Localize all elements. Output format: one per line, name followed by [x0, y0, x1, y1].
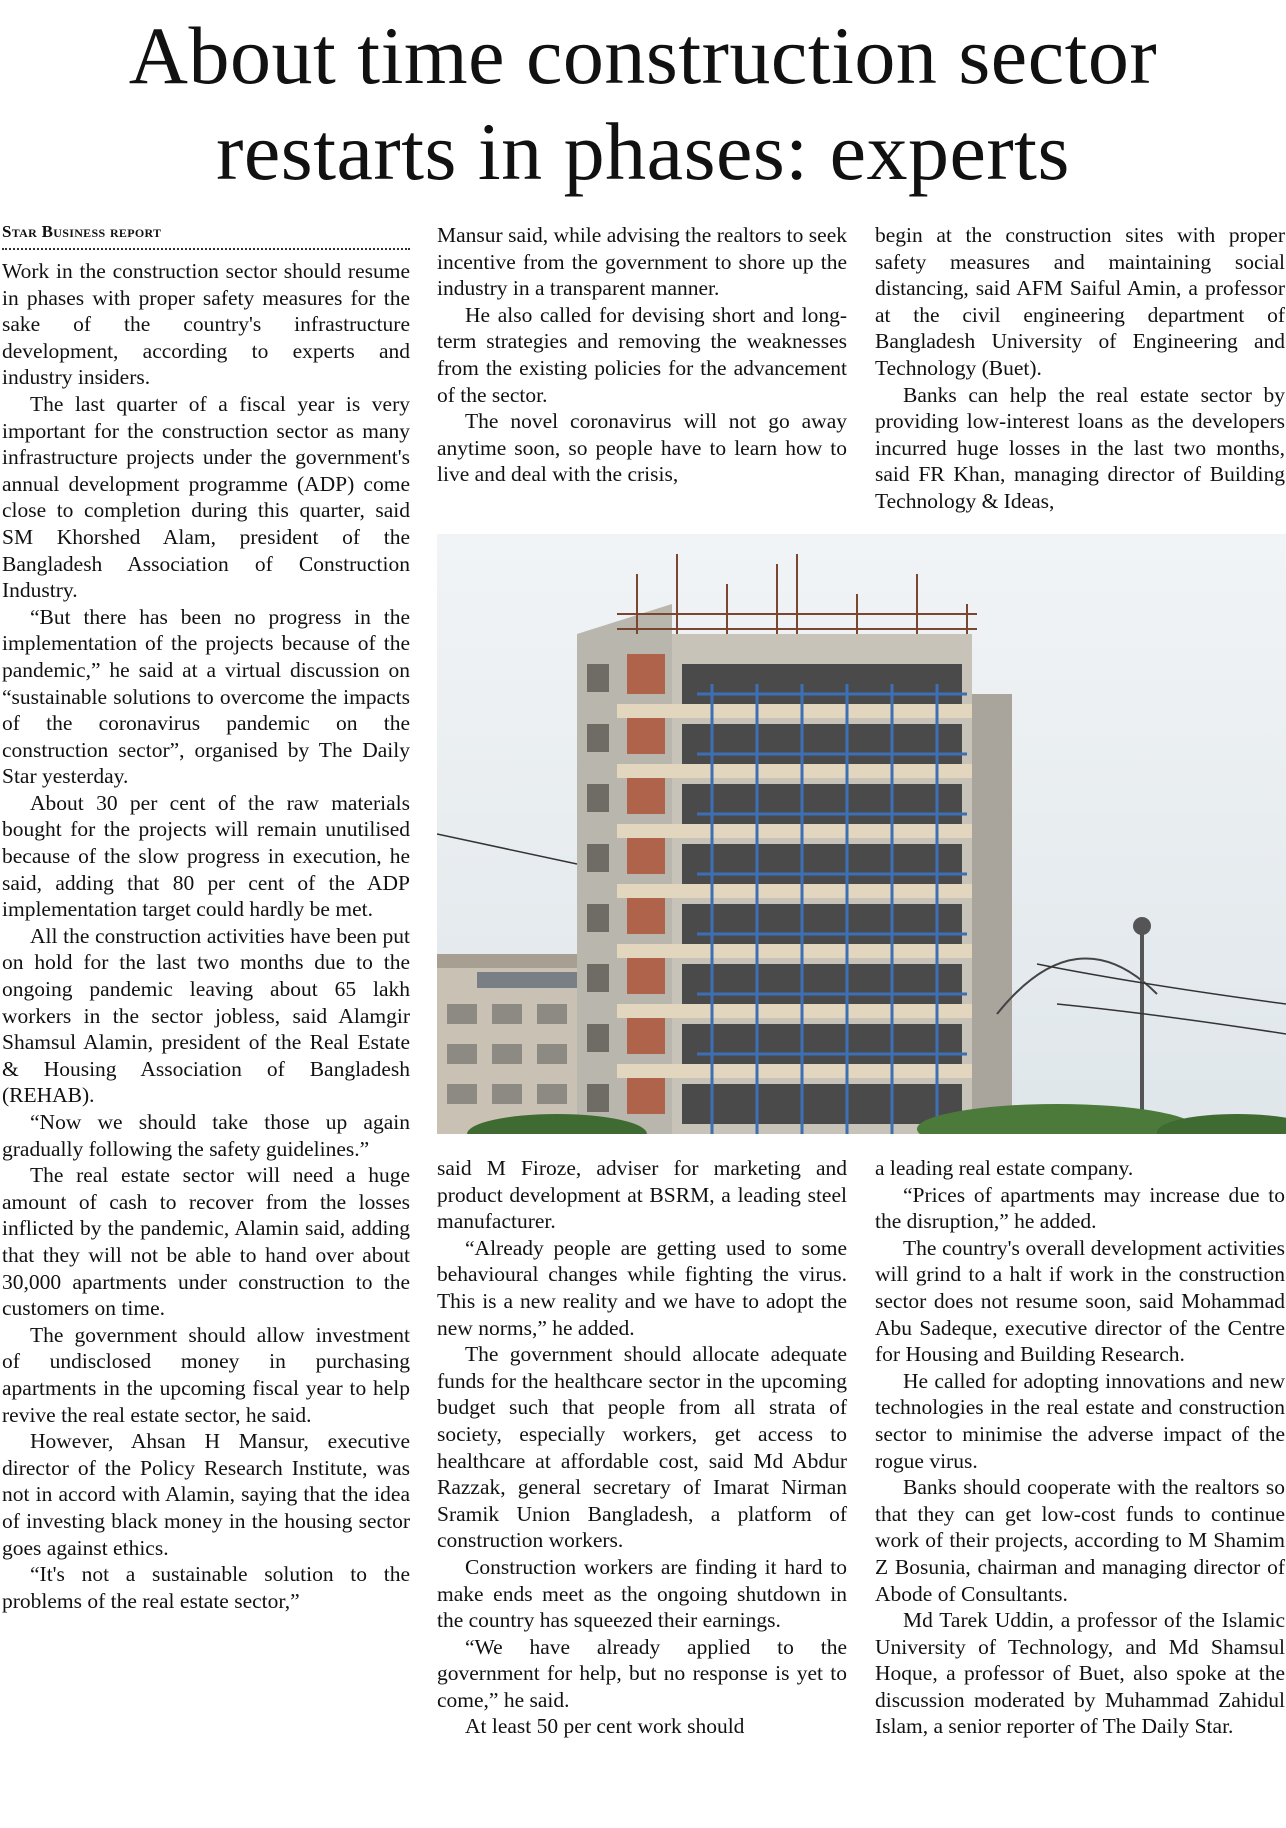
- paragraph: The government should allow investment of undisclosed money in purchasing apartments in the upcoming fiscal year to help revive the real estate sector, he said.: [2, 1322, 410, 1427]
- paragraph: Banks can help the real estate sector by providing low-interest loans as the developers incurred huge losses in the last two months, said FR Khan, managing director of Building Technology & Ideas,: [875, 382, 1285, 513]
- paragraph: He called for adopting innovations and new technologies in the real estate and construction sector to minimise the adverse impact of the rogue virus.: [875, 1368, 1285, 1473]
- paragraph: The real estate sector will need a huge amount of cash to recover from the losses inflicted by the pandemic, Alamin said, adding that they will not be able to hand over about 30,000 apartments under construction to the customers on time.: [2, 1163, 410, 1321]
- byline: Star Business report: [2, 222, 410, 250]
- paragraph: About 30 per cent of the raw materials bought for the projects will remain unutilised because of the slow progress in execution, he said, adding that 80 per cent of the ADP implementation target could hardly be met.: [2, 790, 410, 922]
- paragraph: a leading real estate company.: [875, 1156, 1134, 1180]
- paragraph: Mansur said, while advising the realtors to seek incentive from the government to shore up the industry in a transparent manner.: [437, 223, 847, 301]
- paragraph: “Prices of apartments may increase due to the disruption,” he added.: [875, 1182, 1285, 1234]
- article-column-1: [2, 222, 410, 1614]
- headline: About time construction sector restarts in phases: experts: [128, 10, 1158, 197]
- paragraph: begin at the construction sites with proper safety measures and maintaining social distancing, said AFM Saiful Amin, a professor at the civil engineering department of Bangladesh University of Engineering and Technology (Buet).: [875, 223, 1285, 380]
- paragraph: The government should allocate adequate funds for the healthcare sector in the upcoming budget such that people from all strata of society, especially workers, get access to healthcare at affordable cost, said Md Abdur Razzak, general secretary of Imarat Nirman Sramik Union Bangladesh, a platform of construction workers.: [437, 1342, 847, 1553]
- paragraph: “It's not a sustainable solution to the problems of the real estate sector,”: [2, 1562, 410, 1613]
- paragraph: All the construction activities have been put on hold for the last two months due to the ongoing pandemic leaving about 65 lakh workers in the sector jobless, said Alamgir Shamsul Alamin, president of the Real Estate & Housing Association of Bangladesh (REHAB).: [2, 923, 410, 1108]
- paragraph: Md Tarek Uddin, a professor of the Islamic University of Technology, and Md Shamsul Hoque, a professor of Buet, also spoke at the discussion moderated by Muhammad Zahidul Islam, a senior reporter of The Daily Star.: [875, 1608, 1285, 1739]
- paragraph: “But there has been no progress in the implementation of the projects because of the pandemic,” he said at a virtual discussion on “sustainable solutions to overcome the impacts of the coronavirus pandemic on the construction sector”, organised by The Daily Star yesterday.: [2, 604, 410, 789]
- construction-building-photo: [437, 534, 1286, 1134]
- article-column-2-lower: [437, 1155, 847, 1740]
- paragraph: The country's overall development activities will grind to a halt if work in the construction sector does not resume soon, said Mohammad Abu Sadeque, executive director of the Centre for Housing and Building Research.: [875, 1235, 1285, 1367]
- article-column-3-lower: [875, 1155, 1285, 1740]
- article-column-3: [875, 222, 1285, 515]
- paragraph: Construction workers are finding it hard to make ends meet as the ongoing shutdown in the country has squeezed their earnings.: [437, 1554, 847, 1633]
- paragraph: said M Firoze, adviser for marketing and product development at BSRM, a leading steel manufacturer.: [437, 1156, 847, 1234]
- article-column-2: [437, 222, 847, 488]
- paragraph: “Now we should take those up again gradually following the safety guidelines.”: [2, 1110, 410, 1161]
- paragraph: Work in the construction sector should resume in phases with proper safety measures for the sake of the country's infrastructure development, according to experts and industry insiders.: [2, 259, 410, 390]
- paragraph: The last quarter of a fiscal year is very important for the construction sector as many infrastructure projects under the government's annual development programme (ADP) come close to completion during this quarter, said SM Khorshed Alam, president of the Bangladesh Association of Construction Industry.: [2, 391, 410, 603]
- paragraph: The novel coronavirus will not go away anytime soon, so people have to learn how to live and deal with the crisis,: [437, 409, 847, 487]
- paragraph: “Already people are getting used to some behavioural changes while fighting the virus. This is a new reality and we have to adopt the new norms,” he added.: [437, 1235, 847, 1340]
- paragraph: However, Ahsan H Mansur, executive director of the Policy Research Institute, was not in accord with Alamin, saying that the idea of investing black money in the housing sector goes against ethics.: [2, 1429, 410, 1560]
- paragraph: He also called for devising short and long-term strategies and removing the weaknesses from the existing policies for the advancement of the sector.: [437, 302, 847, 407]
- paragraph: At least 50 per cent work should: [465, 1714, 745, 1739]
- paragraph: “We have already applied to the government for help, but no response is yet to come,” he said.: [437, 1634, 847, 1712]
- paragraph: Banks should cooperate with the realtors so that they can get low-cost funds to continue work of their projects, according to M Shamim Z Bosunia, chairman and managing director of Abode of Consultants.: [875, 1475, 1285, 1606]
